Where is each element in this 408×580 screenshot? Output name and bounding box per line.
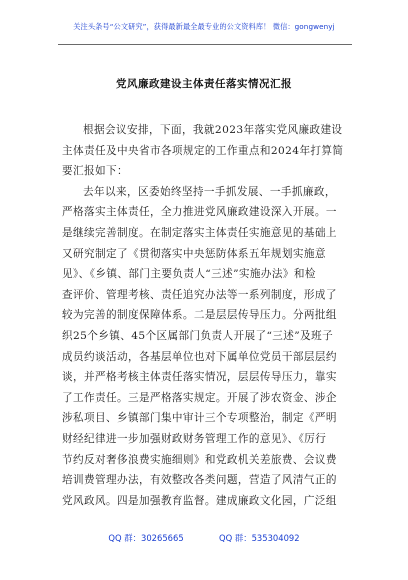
body-line: 培训费管理办法，有效整改各类问题，营造了风清气正的 <box>62 474 337 487</box>
body-line: 成员约谈活动，各基层单位也对下属单位党员干部层层约 <box>62 350 337 363</box>
body-line: 是继续完善制度。在制定落实主体责任实施意见的基础上 <box>62 226 337 239</box>
body-line: 了工作责任。三是严格落实规定。开展了涉农资金、涉企 <box>62 391 337 404</box>
body-line: 涉私项目、乡镇部门集中审计三个专项整治，制定《严明 <box>62 412 337 425</box>
body-line: 谈，并严格考核主体责任落实情况，层层传导压力，靠实 <box>62 371 337 384</box>
body-line: 较为完善的制度保障体系。二是层层传导压力。分两批组 <box>62 309 337 322</box>
body-line: 主体责任及中央省市各项规定的工作重点和2024年打算简 <box>62 144 344 157</box>
body-line: 查评价、管理考核、责任追究办法等一系列制度，形成了 <box>62 288 337 301</box>
body-line: 严格落实主体责任，全力推进党风廉政建设深入开展。一 <box>62 206 337 219</box>
body-line: 财经纪律进一步加强财政财务管理工作的意见》、《厉行 <box>62 432 327 445</box>
body-line: 又研究制定了《贯彻落实中央惩防体系五年规划实施意 <box>62 247 326 260</box>
body-line: 要汇报如下： <box>62 165 128 178</box>
footer-contact <box>0 532 408 544</box>
body-line: 节约反对奢侈浪费实施细则》和党政机关差旅费、会议费 <box>62 453 337 466</box>
header-divider <box>58 44 352 45</box>
body-line: 织25个乡镇、45个区属部门负责人开展了“三述”及班子 <box>62 329 334 342</box>
body-line: 见》、《乡镇、部门主要负责人“三述”实施办法》和检 <box>62 268 316 281</box>
body-line: 去年以来，区委始终坚持一手抓发展、一手抓廉政， <box>83 185 336 198</box>
footer-qq-group-2: QQ 群：535304092 <box>219 533 300 543</box>
document-title: 党风廉政建设主体责任落实情况汇报 <box>116 78 292 90</box>
header-notice: 关注头条号“公文研究”，获得最新最全最专业的公文资料库！ 微信：gongwenyj <box>73 22 335 31</box>
body-line: 根据会议安排，下面，我就2023年落实党风廉政建设 <box>83 124 343 136</box>
document-body <box>62 120 348 511</box>
footer-qq-group-1: QQ 群：30265665 <box>108 533 184 543</box>
body-line: 党风政风。四是加强教育监督。建成廉政文化园，广泛组 <box>62 494 337 507</box>
